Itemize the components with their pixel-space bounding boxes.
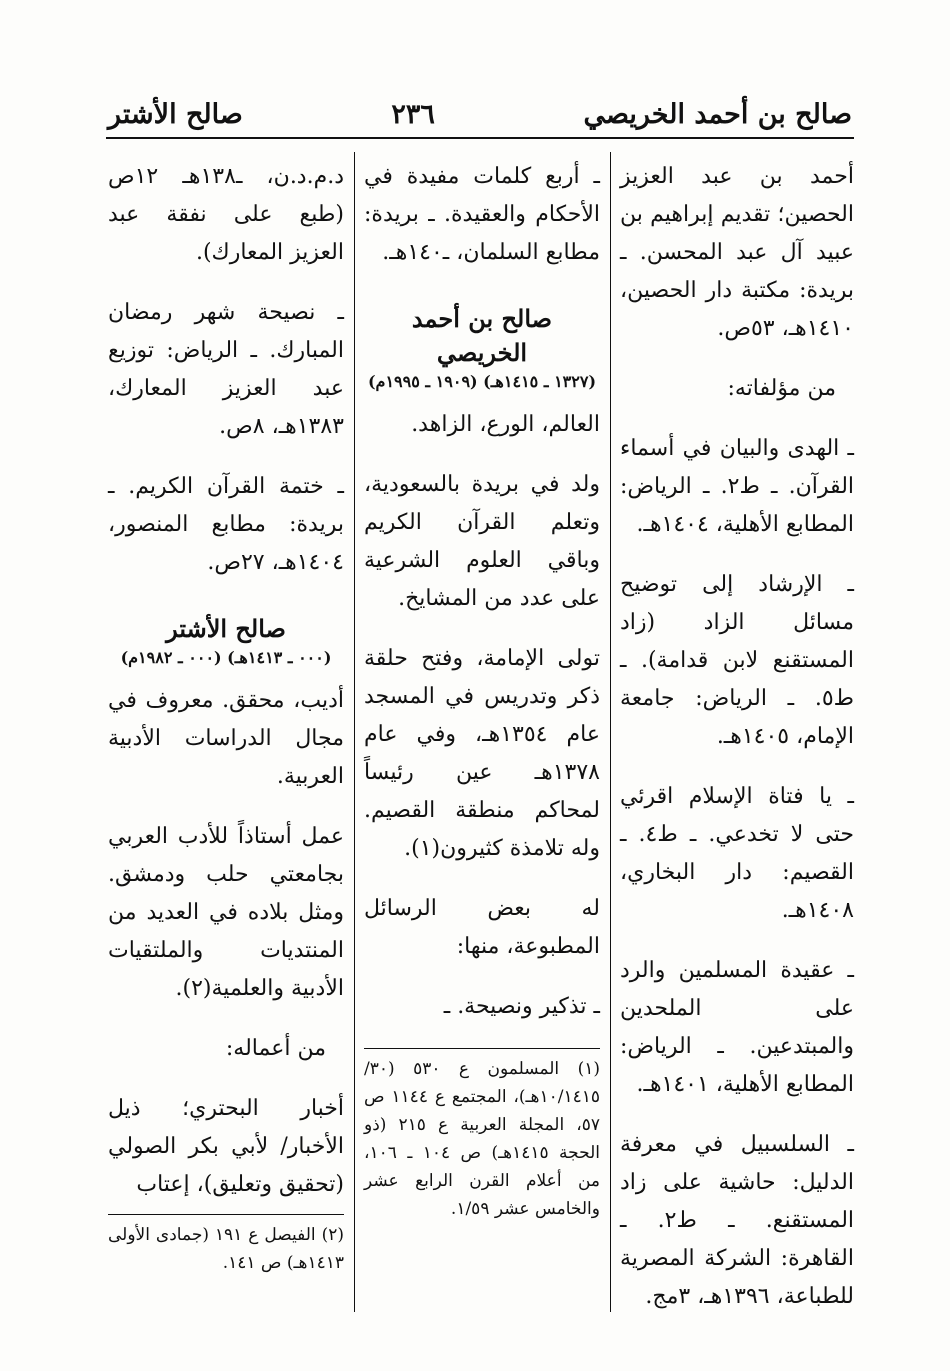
biography-heading: صالح بن أحمد الخريصي <box>411 304 553 367</box>
footnote-rule <box>364 1048 600 1049</box>
book-entry: ـ الإرشاد إلى توضيح مسائل الزاد (زاد المستقنع لابن قدامة). ـ ط٥. ـ الرياض: جامعة الإمام، ١٤٠٥هـ. <box>620 572 854 749</box>
paragraph: أحمد بن عبد العزيز الحصين؛ تقديم إبراهيم بن عبيد آل عبد المحسن. ـ بريدة: مكتبة دار الحصين، ١٤١٠هـ، ٥٣ص. <box>620 164 854 341</box>
paragraph: ولد في بريدة بالسعودية، وتعلم القرآن الكريم وباقي العلوم الشرعية على عدد من المشايخ. <box>364 472 600 611</box>
right-column <box>620 158 854 1338</box>
header-title-left: صالح الأشتر <box>108 98 243 130</box>
page-number: ٢٣٦ <box>391 98 435 130</box>
footnote: (٢) الفيصل ع ١٩١ (جمادى الأولى ١٤١٣هـ) ص ١٤١. <box>108 1225 344 1273</box>
book-entry: ـ نصيحة شهر رمضان المبارك. ـ الرياض: توزيع عبد العزيز المعارك، ١٣٨٣هـ، ٨ص. <box>108 300 344 439</box>
book-entry: ـ الهدى والبيان في أسماء القرآن. ـ ط٢. ـ الرياض: المطابع الأهلية، ١٤٠٤هـ. <box>620 436 855 537</box>
book-entry: ـ عقيدة المسلمين والرد على الملحدين والمبتدعين. ـ الرياض: المطابع الأهلية، ١٤٠١هـ. <box>620 958 854 1097</box>
biography-heading: صالح الأشتر <box>166 614 286 643</box>
column-separator <box>354 152 355 1312</box>
biography-dates: (٠٠٠ ـ ١٤١٣هـ) (٠٠٠ ـ ١٩٨٢م) <box>120 648 332 667</box>
footnote: (١) المسلمون ع ٥٣٠ (٣٠/ ١٠/١٤١٥هـ)، المجتمع ع ١١٤٤ ص ٥٧، المجلة العربية ع ٢١٥ (ذو الحجة ١٤١٥هـ) ص ١٠٤ ـ ١٠٦، من أعلام القرن الرابع عشر والخامس عشر ١/٥٩. <box>364 1059 600 1219</box>
biography-subtitle: العالم، الورع، الزاهد. <box>411 412 600 437</box>
book-entry: ـ يا فتاة الإسلام اقرئي حتى لا تخدعي. ـ ط٤. ـ القصيم: دار البخاري، ١٤٠٨هـ. <box>620 784 855 923</box>
works-label: من مؤلفاته: <box>727 376 836 401</box>
column-separator <box>610 152 611 1312</box>
book-entry: ـ أربع كلمات مفيدة في الأحكام والعقيدة. ـ بريدة: مطابع السلمان، ـ١٤٠هـ. <box>364 164 600 265</box>
header-title-right: صالح بن أحمد الخريصي <box>583 98 852 130</box>
running-header <box>108 92 852 136</box>
works-label: من أعماله: <box>225 1036 326 1061</box>
paragraph: تولى الإمامة، وفتح حلقة ذكر وتدريس في المسجد عام ١٣٥٤هـ، وفي عام ١٣٧٨هـ عين رئيساً لمحاكم منطقة القصيم. وله تلامذة كثيرون(١). <box>364 646 601 861</box>
paragraph: له بعض الرسائل المطبوعة، منها: <box>364 896 600 959</box>
paragraph: عمل أستاذاً للأدب العربي بجامعتي حلب ودمشق. ومثل بلاده في العديد من المنتديات والملتقيات الأدبية والعلمية(٢). <box>108 824 344 1001</box>
biography-dates: (١٣٢٧ ـ ١٤١٥هـ) (١٩٠٩ ـ ١٩٩٥م) <box>367 372 597 391</box>
left-column <box>108 158 344 1277</box>
header-rule <box>106 137 854 139</box>
book-entry: أخبار البحتري؛ ذيل الأخبار/ لأبي بكر الصولي (تحقيق وتعليق)، إعتاب <box>108 1096 344 1197</box>
footnote-rule <box>108 1214 344 1215</box>
book-entry: ـ تذكير ونصيحة. ـ <box>443 994 600 1019</box>
book-entry: ـ ختمة القرآن الكريم. ـ بريدة: مطابع المنصور، ١٤٠٤هـ، ٢٧ص. <box>108 474 344 575</box>
book-entry: د.م.د.ن، ـ١٣٨هـ ١٢ص (طبع على نفقة عبد العزيز المعارك). <box>108 164 345 265</box>
middle-column <box>364 158 600 1223</box>
paragraph: أديب، محقق. معروف في مجال الدراسات الأدبية العربية. <box>108 688 344 789</box>
book-entry: ـ السلسبيل في معرفة الدليل: حاشية على زاد المستقنع. ـ ط٢. ـ القاهرة: الشركة المصرية للطباعة، ١٣٩٦هـ، ٣مج. <box>620 1132 855 1309</box>
